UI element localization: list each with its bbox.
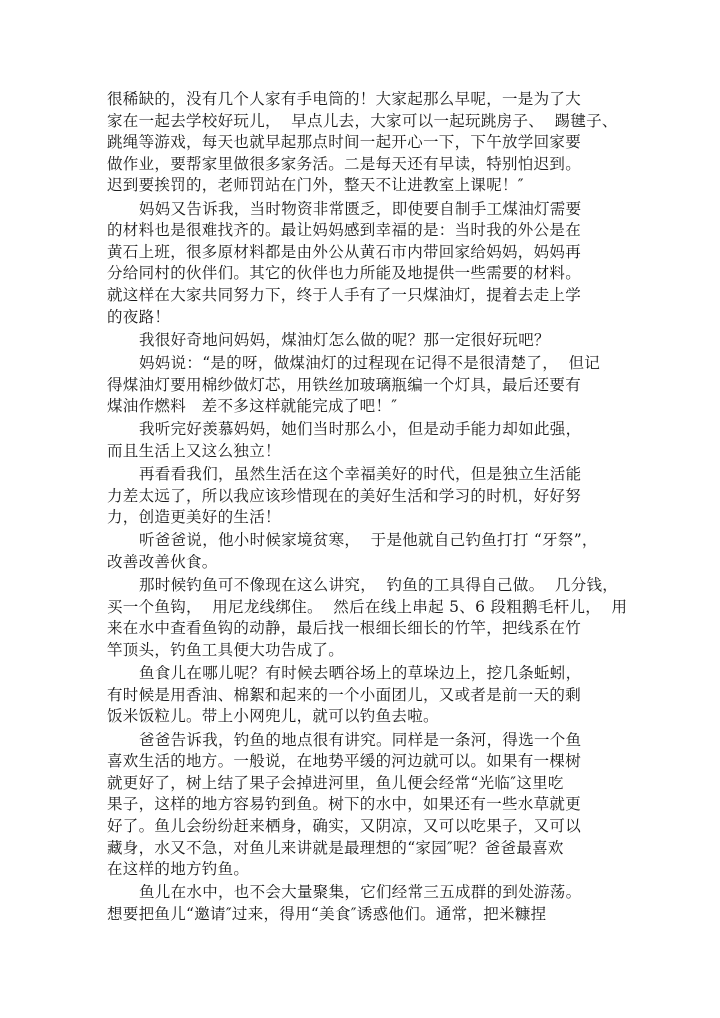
text-line: 分给同村的伙伴们。其它的伙伴也力所能及地提供一些需要的材料。	[107, 264, 582, 283]
text-line: 买一个鱼钩， 用尼龙线绑住。 然后在线上串起 5、6 段粗鹅毛杆儿， 用	[107, 597, 628, 616]
text-line: 来在水中查看鱼钩的动静，最后找一根细长细长的竹竿，把线系在竹	[107, 619, 582, 638]
text-line: 黄石上班，很多原材料都是由外公从黄石市内带回家给妈妈，妈妈再	[107, 242, 582, 261]
text-line: 果子，这样的地方容易钓到鱼。树下的水中，如果还有一些水草就更	[107, 795, 582, 814]
text-line: 听爸爸说，他小时候家境贫寒， 于是他就自己钓鱼打打 “牙祭”，	[139, 531, 598, 550]
text-line: 竿顶头，钓鱼工具便大功告成了。	[107, 641, 345, 659]
paragraph	[107, 730, 647, 881]
text-line: 做作业，要帮家里做很多家务活。二是每天还有早读，特别怕迟到。	[107, 154, 582, 173]
text-line: 就这样在大家共同努力下，终于人手有了一只煤油灯，提着去走上学	[107, 285, 582, 304]
text-line: 有时候是用香油、棉絮和起来的一个小面团儿，又或者是前一天的剩	[107, 685, 582, 704]
text-line: 得煤油灯要用棉纱做灯芯，用铁丝加玻璃瓶编一个灯具，最后还要有	[107, 375, 582, 394]
text-line: 妈妈又告诉我，当时物资非常匮乏，即使要自制手工煤油灯需要	[139, 199, 582, 218]
text-line: 鱼食儿在哪儿呢？有时候去晒谷场上的草垛边上，挖几条蚯蚓，	[139, 664, 582, 683]
paragraph	[107, 882, 647, 925]
paragraph	[107, 419, 647, 462]
text-line: 家在一起去学校好玩儿， 早点儿去，大家可以一起玩跳房子、 踢毽子、	[107, 111, 618, 130]
text-line: 就更好了，树上结了果子会掉进河里，鱼儿便会经常“光临″这里吃	[107, 773, 564, 792]
text-line: 再看看我们，虽然生活在这个幸福美好的时代，但是独立生活能	[139, 465, 582, 484]
paragraph	[107, 575, 647, 661]
text-line: 藏身，水又不急，对鱼儿来讲就是最理想的“家园″呢？爸爸最喜欢	[107, 838, 564, 857]
text-line: 妈妈说：“是的呀，做煤油灯的过程现在记得不是很清楚了， 但记	[139, 353, 601, 372]
text-line: 喜欢生活的地方。一般说，在地势平缓的河边就可以。如果有一棵树	[107, 752, 582, 771]
paragraph	[107, 353, 647, 418]
text-line: 我听完好羡慕妈妈，她们当时那么小，但是动手能力却如此强，	[139, 420, 582, 439]
body-text	[107, 89, 647, 926]
text-line: 我很好奇地问妈妈，煤油灯怎么做的呢？那一定很好玩吧？	[139, 330, 550, 349]
text-line: 改善改善伙食。	[107, 553, 218, 572]
paragraph	[107, 199, 647, 329]
text-line: 在这样的地方钓鱼。	[107, 860, 250, 879]
text-line: 煤油作燃料 差不多这样就能完成了吧！″	[107, 397, 398, 416]
text-line: 力，创造更美好的生活！	[107, 508, 281, 527]
text-line: 迟到要挨罚的，老师罚站在门外，整天不让进教室上课呢！″	[107, 176, 524, 195]
text-line: 饭米饭粒儿。带上小网兜儿，就可以钓鱼去啦。	[107, 707, 439, 726]
text-line: 想要把鱼儿“邀请″过来，得用“美食″诱惑他们。通常，把米糠捏	[107, 904, 547, 923]
text-line: 很稀缺的，没有几个人家有手电筒的！大家起那么早呢，一是为了大	[107, 90, 582, 108]
text-line: 鱼儿在水中，也不会大量聚集，它们经常三五成群的到处游荡。	[139, 883, 582, 902]
text-line: 的夜路！	[107, 307, 171, 326]
text-line: 好了。鱼儿会纷纷赶来栖身，确实，又阴凉，又可以吃果子，又可以	[107, 816, 582, 835]
paragraph	[107, 464, 647, 529]
text-line: 那时候钓鱼可不像现在这么讲究， 钓鱼的工具得自己做。 几分钱，	[139, 576, 619, 595]
text-line: 跳绳等游戏，每天也就早起那点时间一起开心一下，下午放学回家要	[107, 133, 582, 152]
text-line: 力差太远了，所以我应该珍惜现在的美好生活和学习的时机，好好努	[107, 486, 582, 505]
paragraph	[107, 330, 647, 352]
text-line: 的材料也是很难找齐的。最让妈妈感到幸福的是：当时我的外公是在	[107, 221, 582, 240]
text-line: 而且生活上又这么独立！	[107, 441, 281, 460]
paragraph	[107, 530, 647, 573]
paragraph	[107, 663, 647, 728]
paragraph	[107, 89, 647, 197]
text-line: 爸爸告诉我，钓鱼的地点很有讲究。同样是一条河，得选一个鱼	[139, 730, 582, 749]
